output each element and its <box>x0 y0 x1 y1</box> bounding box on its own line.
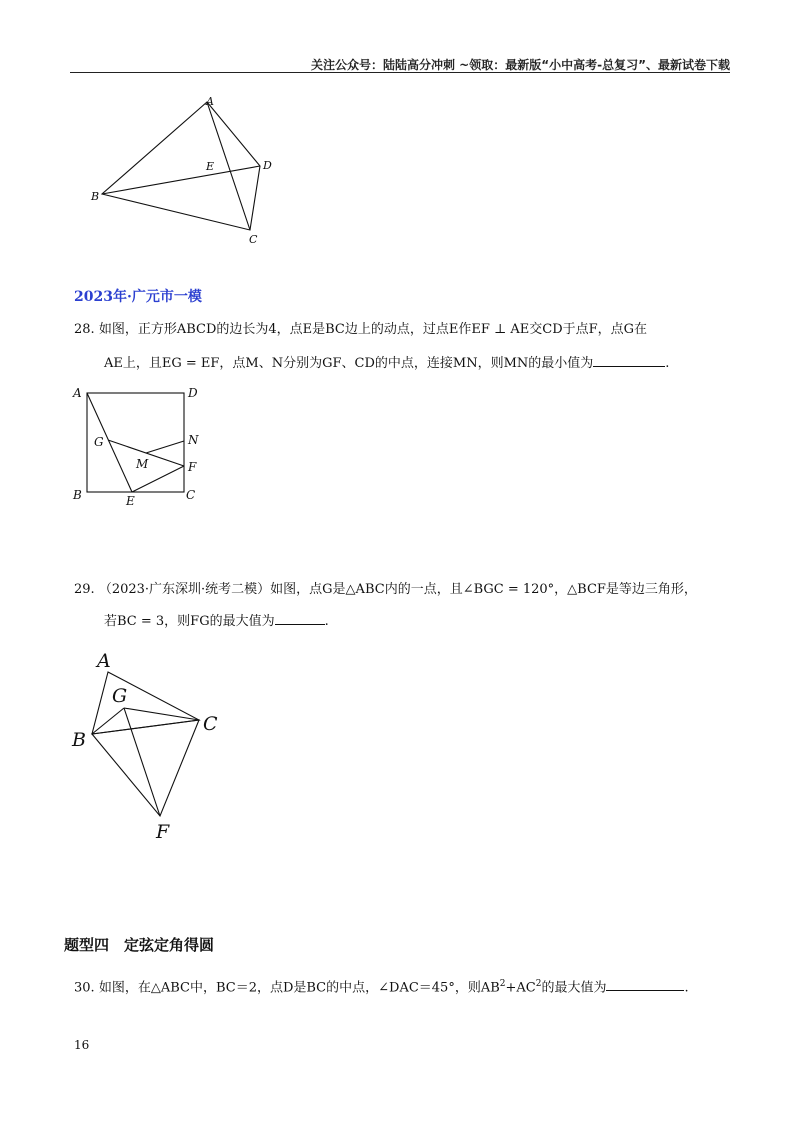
label-a: A <box>97 650 111 672</box>
label-f: F <box>156 821 170 843</box>
label-c: C <box>249 233 258 246</box>
label-n: N <box>188 433 199 447</box>
label-d: D <box>263 159 272 172</box>
question-30 <box>74 974 734 998</box>
figure-triangle-bcf <box>64 642 244 852</box>
figure-quadrilateral <box>80 90 280 250</box>
question-29-text-1: （2023·广东深圳·统考二模）如图，点G是△ABC内的一点，且∠BGC = 120°，△BCF是等边三角形， <box>98 582 697 597</box>
label-g: G <box>94 435 104 449</box>
triangle-bcf <box>92 720 199 816</box>
section-title: 题型四 定弦定角得圆 <box>64 936 215 954</box>
label-a: A <box>206 95 214 108</box>
question-30-period: . <box>684 980 689 996</box>
question-30-text-3: 的最大值为 <box>541 980 607 996</box>
question-30-text-1: 如图，在△ABC中，BC＝2，点D是BC的中点，∠DAC＝45°，则AB <box>98 980 500 996</box>
label-a: A <box>73 386 82 400</box>
label-c: C <box>203 713 218 735</box>
figure-square <box>70 382 210 512</box>
question-29-line-1 <box>74 580 734 600</box>
header-rule <box>70 72 730 73</box>
question-29-number: 29. <box>74 582 95 597</box>
quadrilateral-outline <box>102 102 260 230</box>
question-29-period: . <box>324 614 329 629</box>
question-29-line-2 <box>104 612 764 632</box>
label-c: C <box>186 488 196 502</box>
question-28-line-1 <box>74 320 734 340</box>
question-28-text-2: AE上，且EG = EF，点M、N分别为GF、CD的中点，连接MN，则MN的最小值为 <box>104 356 594 371</box>
segment-gf <box>124 708 160 816</box>
question-28-number: 28. <box>74 322 95 337</box>
label-b: B <box>72 729 86 751</box>
superscript-1: 2 <box>499 979 506 989</box>
label-e: E <box>126 494 135 508</box>
question-28-period: . <box>665 356 670 371</box>
label-g: G <box>112 685 128 707</box>
label-f: F <box>188 460 197 474</box>
label-e: E <box>206 160 215 173</box>
page-header: 关注公众号：陆陆高分冲刺 ~领取：最新版“小中高考-总复习”、最新试卷下载 <box>311 58 730 72</box>
question-29-text-2: 若BC = 3，则FG的最大值为 <box>104 614 275 629</box>
answer-blank-29[interactable] <box>275 623 325 625</box>
answer-blank-30[interactable] <box>606 989 684 991</box>
triangle-abc <box>92 672 199 734</box>
label-d: D <box>188 386 198 400</box>
label-b: B <box>91 190 100 203</box>
question-28-line-2 <box>104 354 764 374</box>
source-tag: 2023年·广元市一模 <box>74 289 202 305</box>
page-number: 16 <box>74 1038 90 1052</box>
segment-mn <box>146 441 184 453</box>
answer-blank-28[interactable] <box>593 365 665 367</box>
question-30-text-2: +AC <box>505 980 536 996</box>
label-m: M <box>136 457 149 471</box>
question-28-text-1: 如图，正方形ABCD的边长为4，点E是BC边上的动点，过点E作EF ⊥ AE交CD于点F，点G在 <box>98 322 648 337</box>
superscript-2: 2 <box>535 979 542 989</box>
label-b: B <box>73 488 82 502</box>
question-30-number: 30. <box>74 980 95 996</box>
